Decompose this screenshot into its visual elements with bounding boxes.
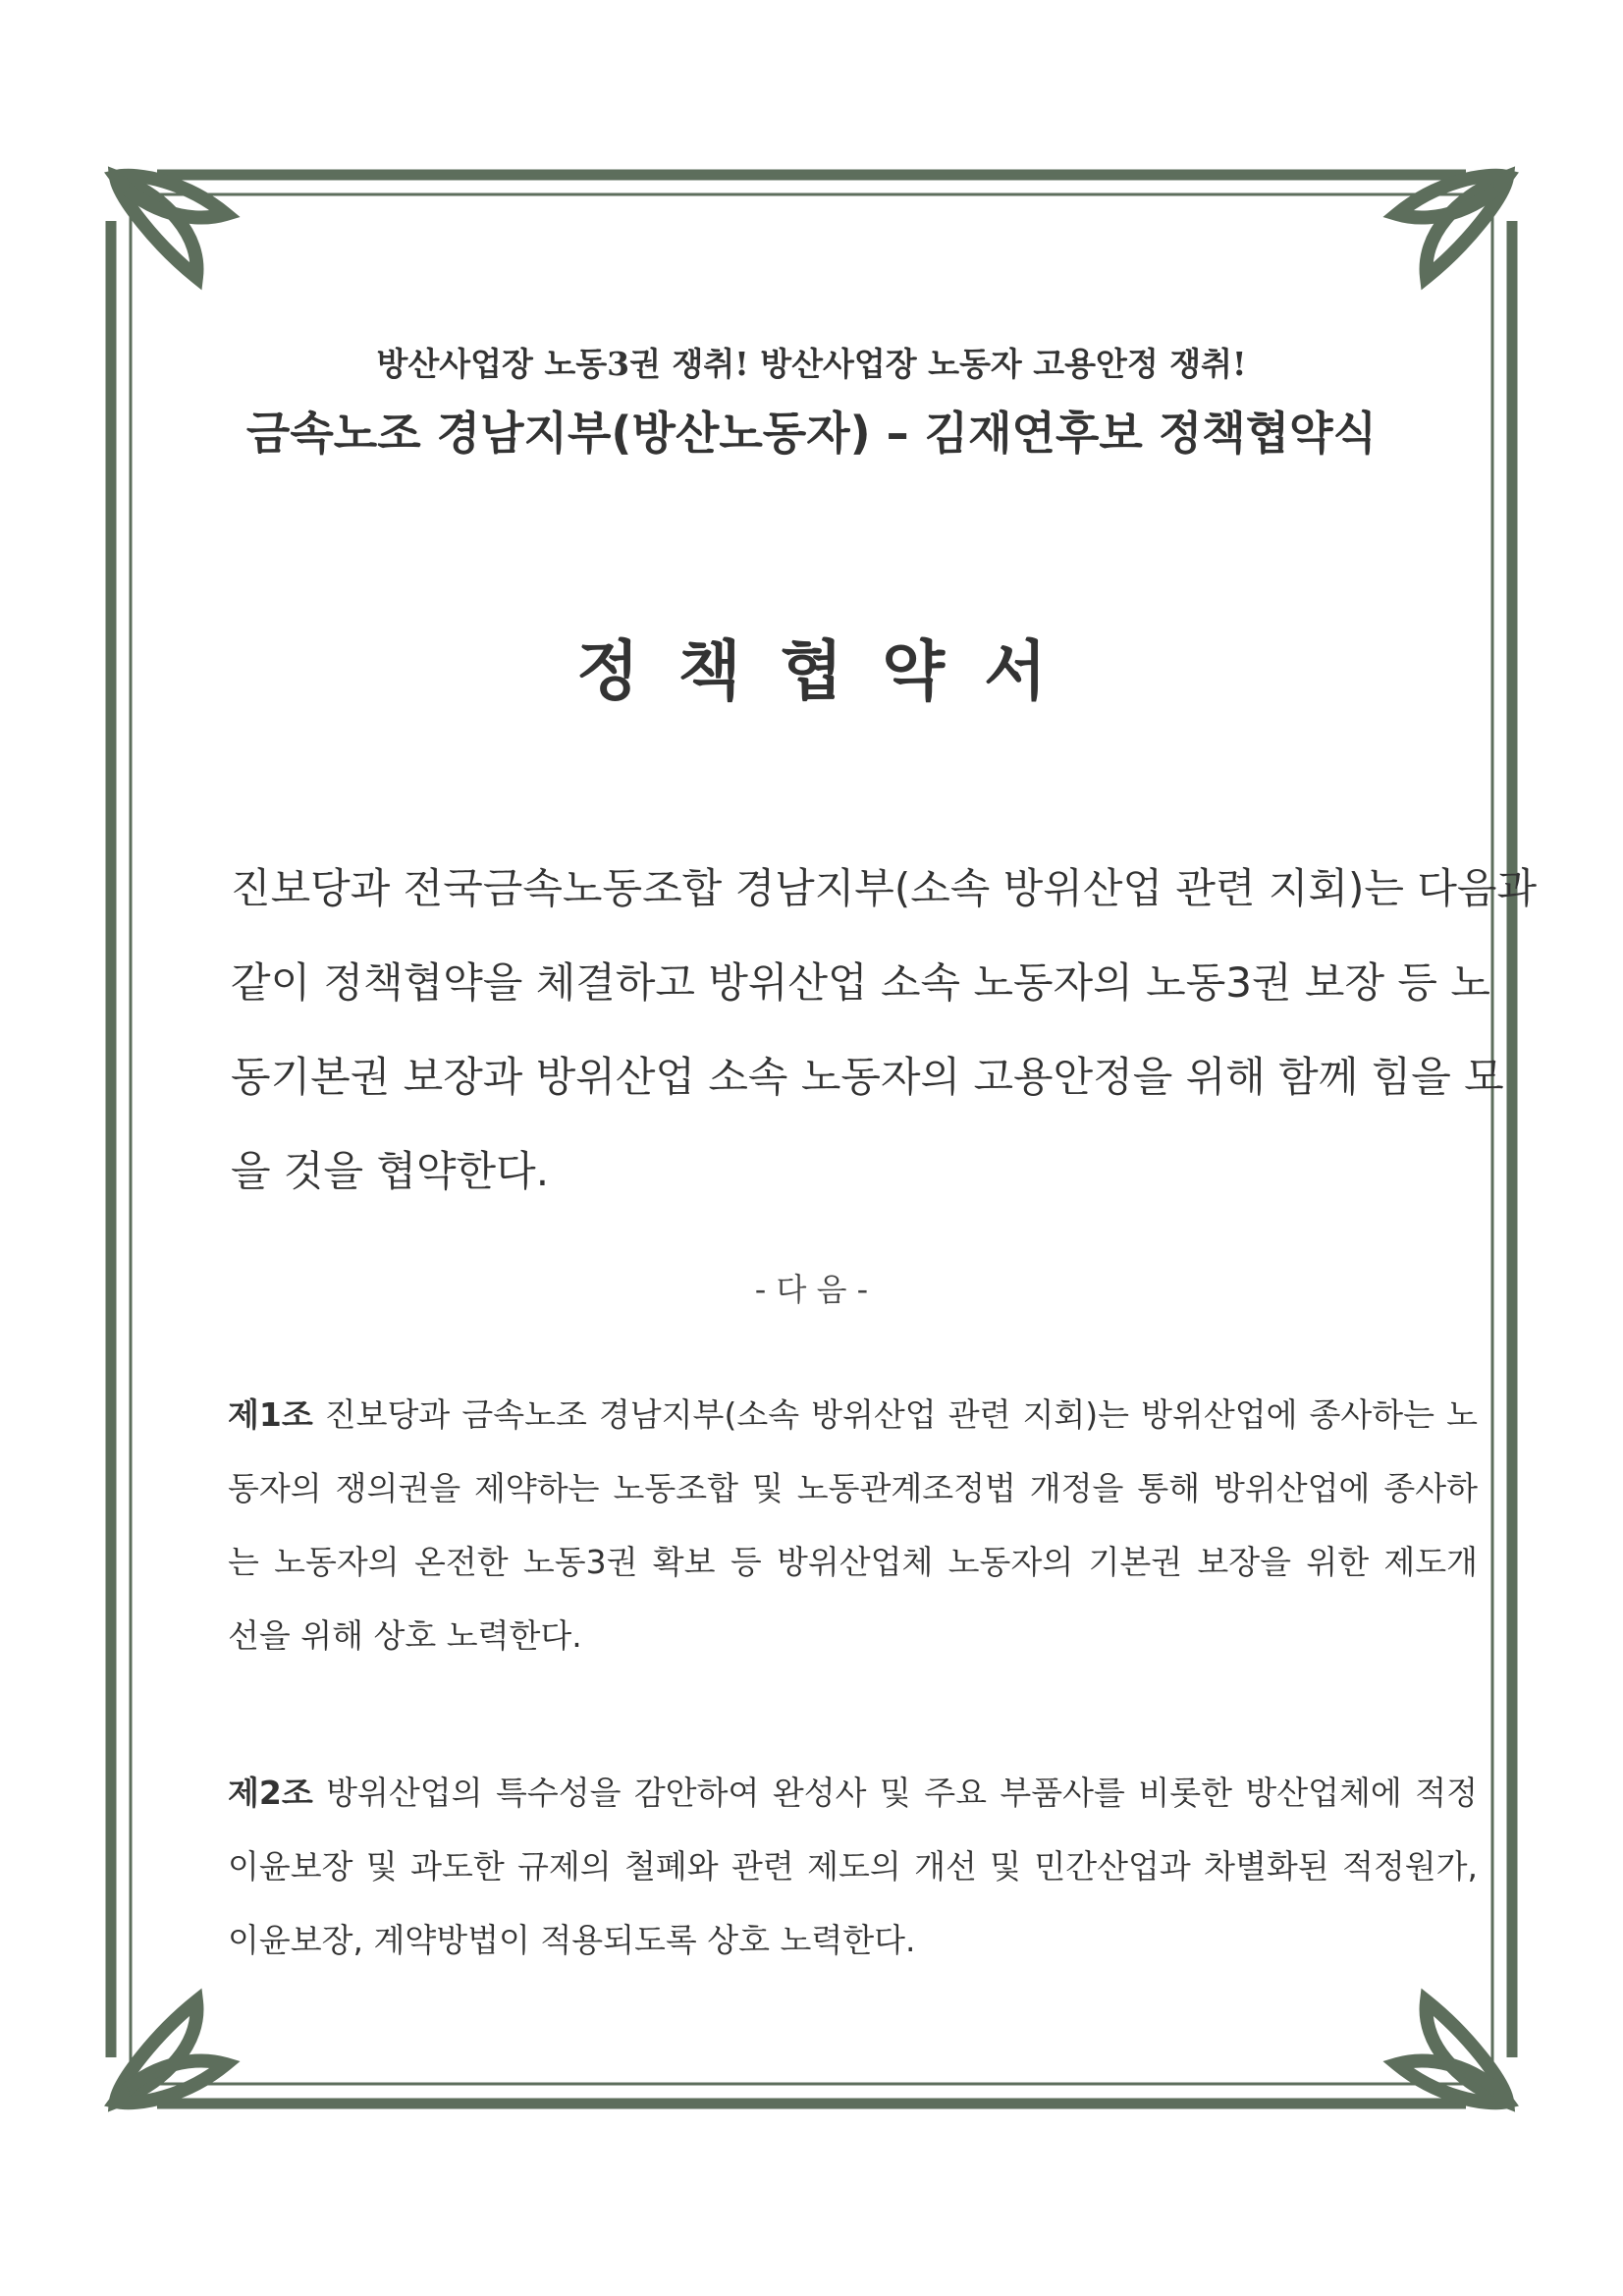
article-1-line-3: 는 노동자의 온전한 노동3권 확보 등 방위산업체 노동자의 기본권 보장을 위한 제도개 — [228, 1543, 1478, 1581]
intro-line-2: 같이 정책협약을 체결하고 방위산업 소속 노동자의 노동3권 보장 등 노 — [231, 958, 1490, 1007]
article-2-line-3: 이윤보장, 계약방법이 적용되도록 상호 노력한다. — [228, 1921, 916, 1959]
slogan-line: 방산사업장 노동3권 쟁취! 방산사업장 노동자 고용안정 쟁취! — [376, 345, 1247, 383]
intro-line-4: 을 것을 협약한다. — [231, 1147, 550, 1195]
corner-ornament-bottom-left — [116, 2001, 226, 2103]
article-1-line-4: 선을 위해 상호 노력한다. — [228, 1616, 582, 1655]
article-2-line-1 — [228, 1768, 1478, 1814]
article-1-label: 제1조 — [228, 1395, 313, 1434]
corner-ornament-bottom-right — [1397, 2001, 1507, 2103]
article-1-text-1: 진보당과 금속노조 경남지부(소속 방위산업 관련 지회)는 방위산업에 종사하는 노 — [324, 1395, 1478, 1434]
event-title: 금속노조 경남지부(방산노동자) – 김재연후보 정책협약식 — [245, 407, 1378, 460]
article-2-label: 제2조 — [228, 1774, 313, 1812]
corner-ornament-top-left — [116, 176, 226, 277]
article-1-line-1 — [228, 1390, 1478, 1436]
article-1-line-2: 동자의 쟁의권을 제약하는 노동조합 및 노동관계조정법 개정을 통해 방위산업에 종사하 — [228, 1469, 1478, 1507]
intro-line-3: 동기본권 보장과 방위산업 소속 노동자의 고용안정을 위해 함께 힘을 모 — [231, 1053, 1504, 1101]
article-2-text-1: 방위산업의 특수성을 감안하여 완성사 및 주요 부품사를 비롯한 방산업체에 적정 — [326, 1774, 1478, 1812]
separator-next: - 다 음 - — [754, 1271, 869, 1308]
intro-line-1: 진보당과 전국금속노동조합 경남지부(소속 방위산업 관련 지회)는 다음과 — [231, 864, 1538, 912]
corner-ornament-top-right — [1397, 176, 1507, 277]
document-title: 정책협약서 — [576, 632, 1086, 709]
article-2-line-2: 이윤보장 및 과도한 규제의 철폐와 관련 제도의 개선 및 민간산업과 차별화된 적정원가, — [228, 1847, 1478, 1886]
